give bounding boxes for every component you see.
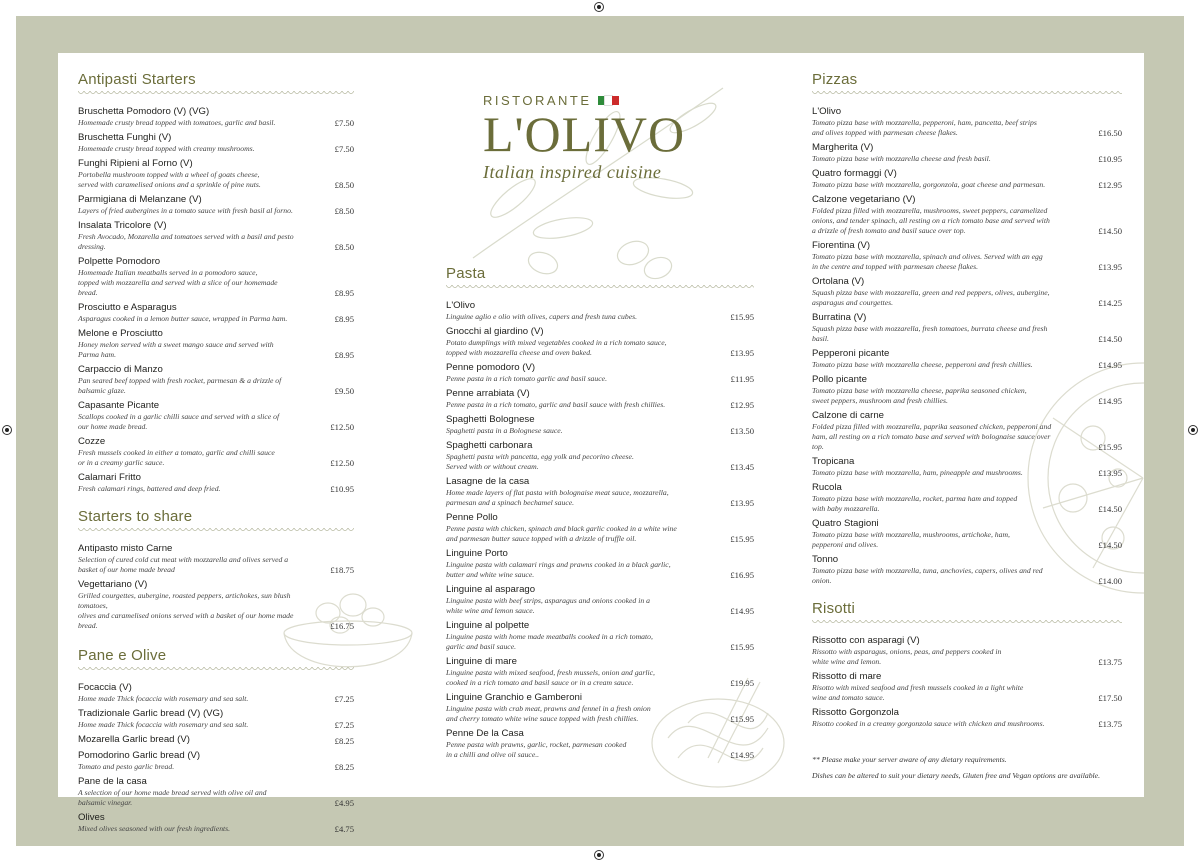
menu-item-description: Spaghetti pasta with pancetta, egg yolk and pecorino cheese. Served with or without cream. (446, 452, 634, 471)
menu-item (812, 671, 1122, 703)
menu-item (446, 362, 754, 384)
right-column (812, 71, 1122, 781)
section-divider (78, 667, 354, 672)
menu-item-description: Squash pizza base with mozzarella, fresh tomatoes, burrata cheese and fresh basil. (812, 324, 1048, 343)
menu-item-price: £4.95 (334, 798, 354, 808)
menu-item (78, 812, 354, 834)
menu-item (812, 168, 1122, 190)
menu-item-name: Pepperoni picante (812, 348, 890, 359)
menu-item-name: Rissotto con asparagi (V) (812, 635, 920, 646)
menu-item-description: Tomato pizza base with mozzarella, rocket, parma ham and topped with baby mozzarella. (812, 494, 1018, 513)
menu-item (812, 240, 1122, 272)
menu-item-name: L'Olivo (446, 300, 476, 311)
menu-item-name: Tradizionale Garlic bread (V) (VG) (78, 708, 224, 719)
menu-item-description: Tomato pizza base with mozzarella, mushrooms, artichoke, ham, pepperoni and olives. (812, 530, 1010, 549)
menu-item (78, 543, 354, 575)
menu-item (446, 728, 754, 760)
menu-item-name: Tropicana (812, 456, 855, 467)
menu-item-description: Portobella mushroom topped with a wheel of goats cheese, served with caramelised onions and a sprinkle of pine nuts. (78, 170, 261, 189)
menu-item (446, 548, 754, 580)
section-title-pane: Pane e Olive (78, 647, 167, 664)
menu-item-description: Home made Thick focaccia with rosemary and sea salt. (78, 694, 249, 703)
risotti-section (812, 600, 1122, 729)
menu-item (446, 440, 754, 472)
section-title-risotti: Risotti (812, 600, 856, 617)
menu-item (78, 708, 354, 730)
menu-item-description: Fresh mussels cooked in either a tomato, garlic and chilli sauce or in a creamy garlic sauce. (78, 448, 275, 467)
menu-item-description: Tomato pizza base with mozzarella, tuna, anchovies, capers, olives and red onion. (812, 566, 1043, 585)
pizzas-list (812, 106, 1122, 586)
pane-list (78, 682, 354, 834)
menu-item-name: Penne Pollo (446, 512, 498, 523)
menu-item-price: £14.50 (1098, 334, 1122, 344)
menu-item-name: Linguine Porto (446, 548, 508, 559)
menu-item-name: Calamari Fritto (78, 472, 141, 483)
menu-item-price: £7.50 (334, 144, 354, 154)
menu-item-price: £12.95 (730, 400, 754, 410)
menu-item-price: £15.95 (1098, 442, 1122, 452)
section-divider (812, 620, 1122, 625)
menu-item-price: £14.50 (1098, 540, 1122, 550)
menu-item-description: Mixed olives seasoned with our fresh ingredients. (78, 824, 231, 833)
menu-item-name: Bruschetta Funghi (V) (78, 132, 172, 143)
menu-item-description: Layers of fried aubergines in a tomato sauce with fresh basil al forno. (78, 206, 293, 215)
section-title-share: Starters to share (78, 508, 193, 525)
menu-item (812, 456, 1122, 478)
menu-item-price: £12.50 (330, 422, 354, 432)
menu-item-description: Fresh Avocado, Mozarella and tomatoes served with a basil and pesto dressing. (78, 232, 294, 251)
menu-item-name: Linguine al asparago (446, 584, 536, 595)
menu-item-name: Quatro Stagioni (812, 518, 879, 529)
menu-item-price: £9.50 (334, 386, 354, 396)
menu-item-name: Burratina (V) (812, 312, 867, 323)
italian-flag-icon (598, 96, 619, 105)
menu-item (812, 312, 1122, 344)
menu-item-name: Focaccia (V) (78, 682, 132, 693)
menu-item-description: Risotto with mixed seafood and fresh mussels cooked in a light white wine and tomato sauce. (812, 683, 1024, 702)
menu-item (78, 682, 354, 704)
registration-mark-icon (1188, 425, 1198, 435)
section-divider (78, 528, 354, 533)
menu-item-price: £16.95 (730, 570, 754, 580)
menu-item-description: Pan seared beef topped with fresh rocket, parmesan & a drizzle of balsamic glaze. (78, 376, 282, 395)
section-title-pasta: Pasta (446, 265, 486, 282)
menu-item-price: £13.95 (1098, 468, 1122, 478)
menu-item-name: Polpette Pomodoro (78, 256, 161, 267)
menu-item-name: Quatro formaggi (V) (812, 168, 897, 179)
menu-item-description: Homemade crusty bread topped with creamy mushrooms. (78, 144, 255, 153)
menu-item (446, 584, 754, 616)
menu-item-description: Tomato pizza base with mozzarella, spinach and olives. Served with an egg in the centre and topped with parmesan cheese flakes. (812, 252, 1043, 271)
menu-item (812, 635, 1122, 667)
menu-item (78, 436, 354, 468)
menu-item-description: Linguine pasta with home made meatballs cooked in a rich tomato, garlic and basil sauce. (446, 632, 653, 651)
menu-item (446, 326, 754, 358)
menu-item-description: Tomato and pesto garlic bread. (78, 762, 175, 771)
menu-item-description: Homemade Italian meatballs served in a pomodoro sauce, topped with mozzarella and served with a slice of our homemade bread. (78, 268, 278, 297)
menu-item-description: Fresh calamari rings, battered and deep fried. (78, 484, 221, 493)
menu-item-name: Antipasto misto Carne (78, 543, 173, 554)
pane-section (78, 647, 354, 834)
section-divider (78, 91, 354, 96)
menu-item-price: £8.50 (334, 242, 354, 252)
menu-item-price: £14.50 (1098, 226, 1122, 236)
menu-item (446, 300, 754, 322)
menu-item-description: Penne pasta with chicken, spinach and black garlic cooked in a white wine and parmesan butter sauce topped with a drizzle of truffle oil. (446, 524, 677, 543)
menu-item-name: L'Olivo (812, 106, 842, 117)
menu-item-name: Insalata Tricolore (V) (78, 220, 167, 231)
registration-mark-icon (2, 425, 12, 435)
menu-item-name: Pollo picante (812, 374, 867, 385)
menu-item-description: Selection of cured cold cut meat with mozzarella and olives served a basket of our home made bread (78, 555, 289, 574)
share-list (78, 543, 354, 631)
menu-item-price: £16.50 (1098, 128, 1122, 138)
pasta-section (446, 265, 754, 760)
menu-item-price: £8.95 (334, 350, 354, 360)
menu-item-description: Linguine aglio e olio with olives, capers and fresh tuna cubes. (446, 312, 638, 321)
section-title-antipasti: Antipasti Starters (78, 71, 196, 88)
menu-item-description: Tomato pizza base with mozzarella cheese, pepperoni and fresh chillies. (812, 360, 1033, 369)
menu-item-price: £12.50 (330, 458, 354, 468)
menu-item-name: Vegettariano (V) (78, 579, 148, 590)
menu-item-description: Asparagus cooked in a lemon butter sauce, wrapped in Parma ham. (78, 314, 288, 323)
menu-item-description: Linguine pasta with crab meat, prawns and fennel in a fresh onion and cherry tomato white wine sauce topped with fresh chillies. (446, 704, 651, 723)
menu-item-price: £10.95 (330, 484, 354, 494)
menu-item (812, 276, 1122, 308)
menu-item-price: £11.95 (730, 374, 754, 384)
menu-item-price: £7.25 (334, 720, 354, 730)
menu-item-description: Spaghetti pasta in a Bolognese sauce. (446, 426, 563, 435)
section-title-pizzas: Pizzas (812, 71, 858, 88)
menu-item-price: £10.95 (1098, 154, 1122, 164)
menu-item-name: Pane de la casa (78, 776, 147, 787)
menu-item-name: Tonno (812, 554, 839, 565)
menu-item-description: Tomato pizza base with mozzarella cheese, paprika seasoned chicken, sweet peppers, mushroom and fresh chillies. (812, 386, 1027, 405)
menu-item-price: £13.95 (730, 348, 754, 358)
menu-item (78, 750, 354, 772)
menu-item-price: £8.25 (334, 762, 354, 772)
menu-item-description: Rissotto with asparagus, onions, peas, and peppers cooked in white wine and lemon. (812, 647, 1002, 666)
middle-column (446, 265, 754, 764)
menu-item-description: A selection of our home made bread served with olive oil and balsamic vinegar. (78, 788, 267, 807)
menu-item-name: Capasante Picante (78, 400, 160, 411)
menu-item-name: Penne De la Casa (446, 728, 524, 739)
menu-item (446, 692, 754, 724)
menu-page (58, 53, 1144, 834)
menu-item-description: Squash pizza base with mozzarella, green and red peppers, olives, aubergine, asparagus and courgettes. (812, 288, 1050, 307)
menu-item-name: Gnocchi al giardino (V) (446, 326, 544, 337)
menu-item-price: £14.00 (1098, 576, 1122, 586)
menu-item (78, 364, 354, 396)
menu-item-description: Home made layers of flat pasta with bolognaise meat sauce, mozzarella, parmesan and a spinach bechamel sauce. (446, 488, 669, 507)
menu-item-name: Spaghetti Bolognese (446, 414, 535, 425)
menu-item-description: Penne pasta in a rich tomato, garlic and basil sauce with fresh chillies. (446, 400, 666, 409)
registration-mark-icon (594, 2, 604, 12)
menu-item-price: £15.95 (730, 714, 754, 724)
share-section (78, 508, 354, 631)
menu-item-description: Scallops cooked in a garlic chilli sauce and served with a slice of our home made bread. (78, 412, 280, 431)
menu-item-description: Tomato pizza base with mozzarella, pepperoni, ham, pancetta, beef strips and olives topped with parmesan cheese flakes. (812, 118, 1037, 137)
menu-item-price: £7.50 (334, 118, 354, 128)
menu-item-price: £14.95 (730, 606, 754, 616)
pasta-list (446, 300, 754, 760)
menu-item-price: £13.75 (1098, 719, 1122, 729)
menu-item (812, 518, 1122, 550)
brand-logo (483, 93, 713, 183)
menu-item (78, 158, 354, 190)
left-column (78, 71, 354, 838)
menu-item-description: Penne pasta with prawns, garlic, rocket, parmesan cooked in a chilli and olive oil sauce.. (446, 740, 627, 759)
menu-item (78, 328, 354, 360)
menu-item-name: Calzone di carne (812, 410, 884, 421)
menu-item-name: Olives (78, 812, 105, 823)
menu-item-price: £12.95 (1098, 180, 1122, 190)
menu-item-description: Folded pizza filled with mozzarella, paprika seasoned chicken, pepperoni and ham, all resting on a rich tomato base and served with bolognaise sauce over top. (812, 422, 1052, 451)
menu-item (812, 554, 1122, 586)
risotti-list (812, 635, 1122, 729)
menu-item-name: Prosciutto e Asparagus (78, 302, 177, 313)
menu-item (812, 707, 1122, 729)
menu-item (78, 734, 354, 746)
menu-item-price: £13.95 (730, 498, 754, 508)
menu-item-name: Melone e Prosciutto (78, 328, 163, 339)
menu-item-name: Margherita (V) (812, 142, 874, 153)
menu-item-price: £8.25 (334, 736, 354, 746)
menu-item-name: Lasagne de la casa (446, 476, 530, 487)
menu-item-name: Bruschetta Pomodoro (V) (VG) (78, 106, 210, 117)
menu-item-name: Linguine Granchio e Gamberoni (446, 692, 582, 703)
menu-item-price: £7.25 (334, 694, 354, 704)
menu-item-price: £8.50 (334, 206, 354, 216)
menu-item-name: Mozarella Garlic bread (V) (78, 734, 190, 745)
menu-item-price: £4.75 (334, 824, 354, 834)
menu-item-price: £17.50 (1098, 693, 1122, 703)
pizzas-section (812, 71, 1122, 586)
menu-item-name: Spaghetti carbonara (446, 440, 533, 451)
menu-item-name: Ortolana (V) (812, 276, 865, 287)
menu-item-name: Linguine di mare (446, 656, 517, 667)
menu-item-price: £8.95 (334, 314, 354, 324)
menu-item (446, 656, 754, 688)
menu-item (78, 776, 354, 808)
registration-mark-icon (594, 850, 604, 860)
menu-item-name: Penne arrabiata (V) (446, 388, 530, 399)
ristorante-label: RISTORANTE (483, 93, 592, 108)
menu-item-description: Tomato pizza base with mozzarella, gorgonzola, goat cheese and parmesan. (812, 180, 1046, 189)
menu-item (812, 106, 1122, 138)
menu-item-description: Homemade crusty bread topped with tomatoes, garlic and basil. (78, 118, 276, 127)
menu-item-price: £14.25 (1098, 298, 1122, 308)
menu-item-name: Fiorentina (V) (812, 240, 871, 251)
menu-item-price: £15.95 (730, 642, 754, 652)
menu-item (812, 194, 1122, 236)
dietary-footer (812, 755, 1122, 781)
menu-item-name: Rissotto Gorgonzola (812, 707, 899, 718)
menu-item-price: £14.95 (1098, 396, 1122, 406)
menu-item-name: Funghi Ripieni al Forno (V) (78, 158, 193, 169)
menu-item-price: £13.45 (730, 462, 754, 472)
menu-item-price: £14.95 (1098, 360, 1122, 370)
menu-item-name: Rucola (812, 482, 842, 493)
menu-item-name: Linguine al polpette (446, 620, 530, 631)
menu-item (812, 348, 1122, 370)
menu-item (78, 256, 354, 298)
dietary-note: ** Please make your server aware of any dietary requirements. (812, 755, 1007, 764)
menu-item (78, 400, 354, 432)
section-divider (812, 91, 1122, 96)
menu-item-name: Penne pomodoro (V) (446, 362, 536, 373)
menu-item-name: Rissotto di mare (812, 671, 882, 682)
menu-item-description: Folded pizza filled with mozzarella, mushrooms, sweet peppers, caramelized onions, and tender spinach, all resting on a rich tomato base and served with a drizzle of fresh tomato and basil sauce over top. (812, 206, 1050, 235)
menu-item (78, 302, 354, 324)
menu-item-name: Parmigiana di Melanzane (V) (78, 194, 202, 205)
antipasti-section (78, 71, 354, 494)
menu-item-description: Grilled courgettes, aubergine, roasted peppers, artichokes, sun blush tomatoes, olives and caramelised onions served with a basket of our home made bread. (78, 591, 294, 630)
menu-item-description: Home made Thick focaccia with rosemary and sea salt. (78, 720, 249, 729)
menu-item (812, 142, 1122, 164)
menu-item (78, 472, 354, 494)
menu-item-description: Risotto cooked in a creamy gorgonzola sauce with chicken and mushrooms. (812, 719, 1045, 728)
menu-item-description: Tomato pizza base with mozzarella, ham, pineapple and mushrooms. (812, 468, 1023, 477)
menu-item (446, 414, 754, 436)
menu-item (78, 106, 354, 128)
menu-item-price: £8.50 (334, 180, 354, 190)
menu-item-price: £19.95 (730, 678, 754, 688)
menu-item (812, 374, 1122, 406)
menu-item-description: Linguine pasta with calamari rings and prawns cooked in a black garlic, butter and white wine sauce. (446, 560, 671, 579)
menu-item (446, 476, 754, 508)
menu-item-description: Tomato pizza base with mozzarella cheese and fresh basil. (812, 154, 991, 163)
menu-item-name: Pomodorino Garlic bread (V) (78, 750, 201, 761)
brand-tagline: Italian inspired cuisine (483, 162, 662, 182)
menu-item (446, 512, 754, 544)
menu-item-name: Cozze (78, 436, 106, 447)
menu-item-description: Linguine pasta with beef strips, asparagus and onions cooked in a white wine and lemon sauce. (446, 596, 650, 615)
menu-item-price: £13.50 (730, 426, 754, 436)
menu-item-price: £13.95 (1098, 262, 1122, 272)
antipasti-list (78, 106, 354, 494)
menu-item-price: £13.75 (1098, 657, 1122, 667)
menu-item (78, 194, 354, 216)
options-note: Dishes can be altered to suit your dietary needs, Gluten free and Vegan options are available. (812, 771, 1101, 780)
menu-item-name: Calzone vegetariano (V) (812, 194, 916, 205)
menu-item-description: Penne pasta in a rich tomato garlic and basil sauce. (446, 374, 607, 383)
menu-item-price: £16.75 (330, 621, 354, 631)
menu-item-description: Potato dumplings with mixed vegetables cooked in a rich tomato sauce, topped with mozzarella cheese and oven baked. (446, 338, 667, 357)
menu-item (78, 132, 354, 154)
menu-item (78, 579, 354, 631)
menu-item (812, 482, 1122, 514)
menu-item-price: £15.95 (730, 312, 754, 322)
section-divider (446, 285, 754, 290)
menu-item (78, 220, 354, 252)
menu-item-price: £8.95 (334, 288, 354, 298)
brand-name: L'OLIVO (483, 106, 686, 162)
menu-item (446, 620, 754, 652)
menu-item-description: Linguine pasta with mixed seafood, fresh mussels, onion and garlic, cooked in a rich tomato and basil sauce or in a cream sauce. (446, 668, 655, 687)
menu-item-price: £18.75 (330, 565, 354, 575)
menu-item-price: £14.50 (1098, 504, 1122, 514)
menu-item-name: Carpaccio di Manzo (78, 364, 163, 375)
menu-item-price: £14.95 (730, 750, 754, 760)
menu-item (812, 410, 1122, 452)
menu-item-description: Honey melon served with a sweet mango sauce and served with Parma ham. (78, 340, 274, 359)
menu-item-price: £15.95 (730, 534, 754, 544)
menu-item (446, 388, 754, 410)
